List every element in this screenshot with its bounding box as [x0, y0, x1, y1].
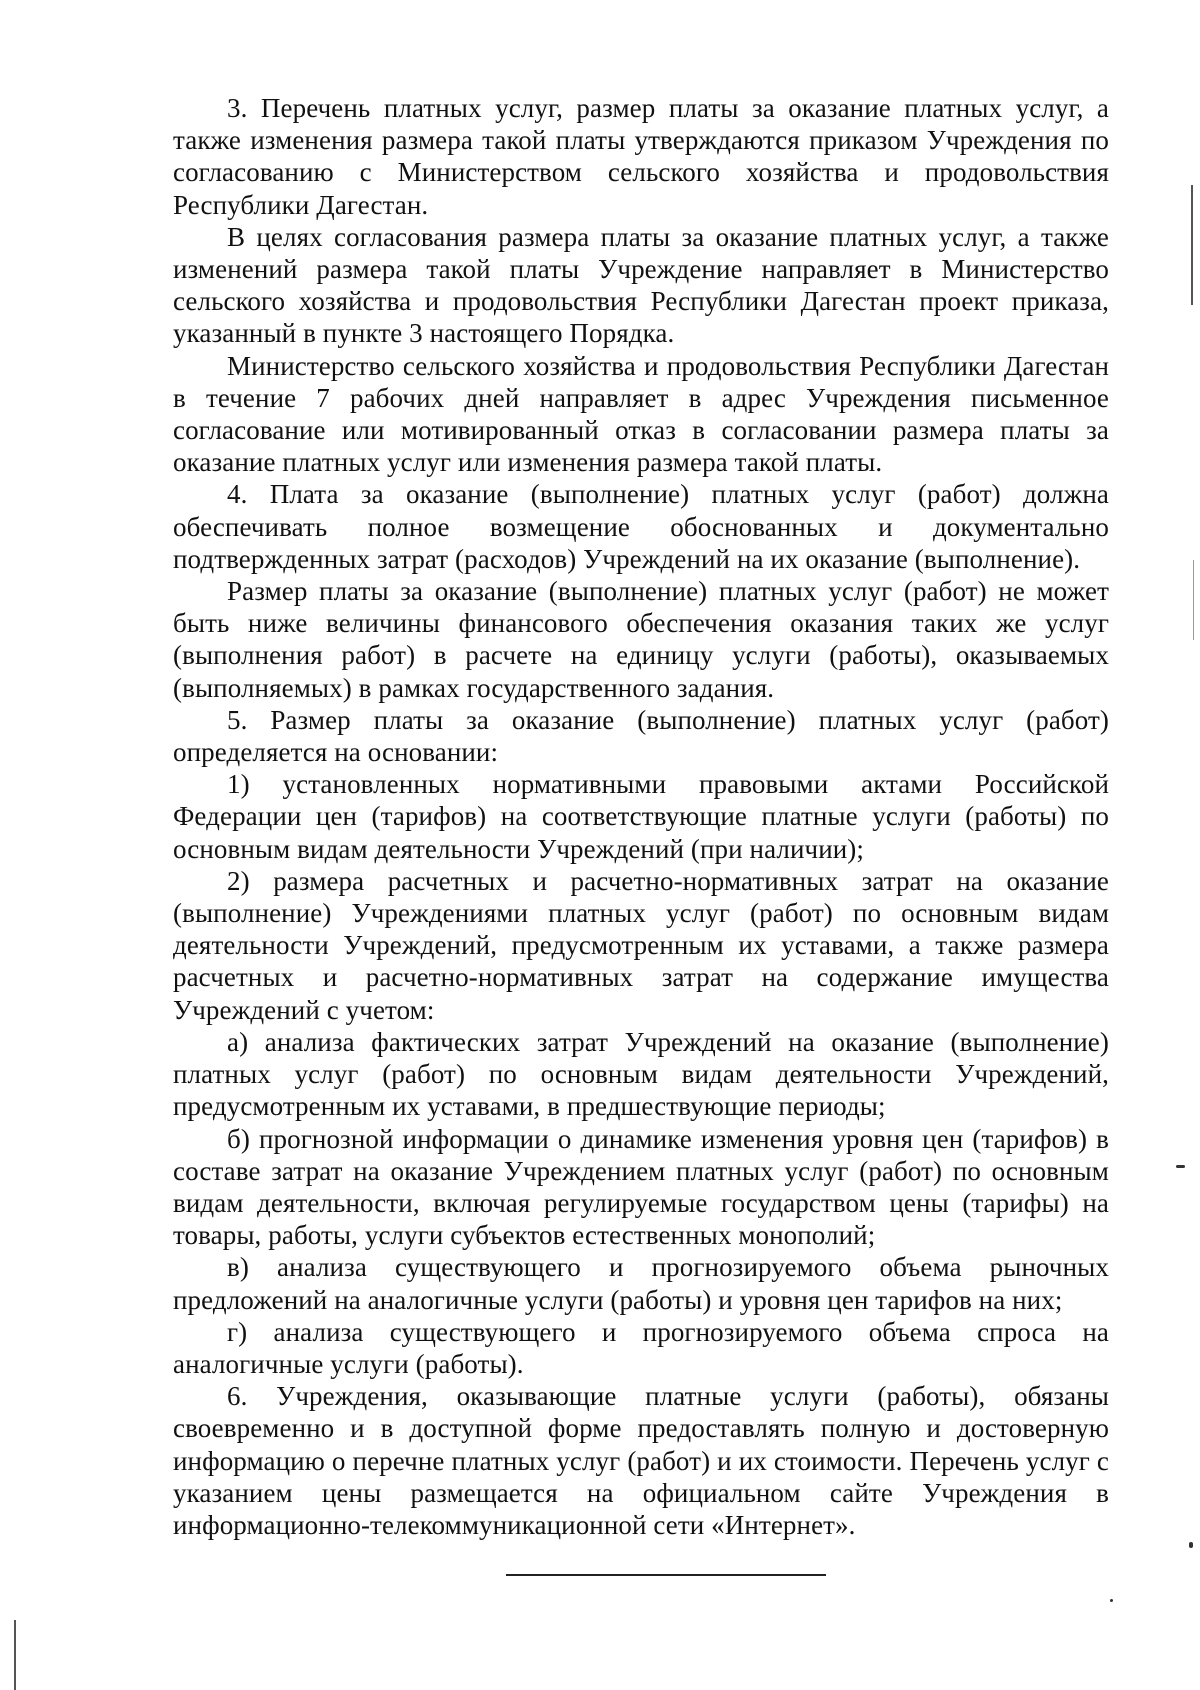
scan-speck	[1176, 1165, 1185, 1168]
paragraph-6-information: 6. Учреждения, оказывающие платные услуги (работы), обязаны своевременно и в доступной форме предоставлять полную и достоверную информацию о перечне платных услуг (работ) и их стоимости. Перечень услуг с указанием цены размещается на официальном сайте Учреждения в информационно-телекоммуникационной сети «Интернет».	[173, 1381, 1109, 1540]
paragraph-5-item-1: 1) установленных нормативными правовыми актами Российской Федерации цен (тарифов) на соответствующие платные услуги (работы) по основным видам деятельности Учреждений (при наличии);	[173, 769, 1109, 864]
scan-artifact-line	[1193, 560, 1194, 640]
paragraph-ministry-response: Министерство сельского хозяйства и продовольствия Республики Дагестан в течение 7 рабочих дней направляет в адрес Учреждения письменное согласование или мотивированный отказ в согласовании размера платы за оказание платных услуг или изменения размера такой платы.	[173, 350, 1109, 478]
scan-speck	[1110, 1599, 1113, 1602]
paragraph-5-item-b: б) прогнозной информации о динамике изменения уровня цен (тарифов) в составе затрат на оказание Учреждением платных услуг (работ) по основным видам деятельности, включая регулируемые государством цены (тарифы) на товары, работы, услуги субъектов естественных монополий;	[173, 1123, 1109, 1251]
paragraph-5-item-2: 2) размера расчетных и расчетно-нормативных затрат на оказание (выполнение) Учреждениями платных услуг (работ) по основным видам деятельности Учреждений, предусмотренным их уставами, а также размера расчетных и расчетно-нормативных затрат на содержание имущества Учреждений с учетом:	[173, 865, 1109, 1025]
paragraph-approval-purpose: В целях согласования размера платы за оказание платных услуг, а также изменений размера такой платы Учреждение направляет в Министерство сельского хозяйства и продовольствия Республики Дагестан проект приказа, указанный в пункте 3 настоящего Порядка.	[173, 221, 1109, 349]
paragraph-4-fee-coverage: 4. Плата за оказание (выполнение) платных услуг (работ) должна обеспечивать полное возмещение обоснованных и документально подтвержденных затрат (расходов) Учреждений на их оказание (выполнение).	[173, 479, 1109, 574]
paragraph-5-item-a: а) анализа фактических затрат Учреждений на оказание (выполнение) платных услуг (работ) по основным видам деятельности Учреждений, предусмотренным их уставами, в предшествующие периоды;	[173, 1026, 1109, 1122]
scan-speck	[1189, 1542, 1193, 1548]
paragraph-fee-minimum: Размер платы за оказание (выполнение) платных услуг (работ) не может быть ниже величины финансового обеспечения оказания таких же услуг (выполнения работ) в расчете на единицу услуги (работы), оказываемых (выполняемых) в рамках государственного задания.	[173, 576, 1109, 703]
scan-artifact-line	[14, 1620, 16, 1690]
document-body	[173, 92, 1109, 1541]
paragraph-5-item-v: в) анализа существующего и прогнозируемого объема рыночных предложений на аналогичные услуги (работы) и уровня цен тарифов на них;	[173, 1252, 1109, 1315]
scan-artifact-line	[1191, 185, 1193, 305]
end-divider-line	[506, 1574, 826, 1576]
paragraph-5-fee-basis: 5. Размер платы за оказание (выполнение) платных услуг (работ) определяется на основании:	[173, 704, 1109, 768]
paragraph-3-price-list: 3. Перечень платных услуг, размер платы за оказание платных услуг, а также изменения размера такой платы утверждаются приказом Учреждения по согласованию с Министерством сельского хозяйства и продовольствия Республики Дагестан.	[173, 93, 1109, 220]
paragraph-5-item-g: г) анализа существующего и прогнозируемого объема спроса на аналогичные услуги (работы).	[173, 1316, 1109, 1379]
